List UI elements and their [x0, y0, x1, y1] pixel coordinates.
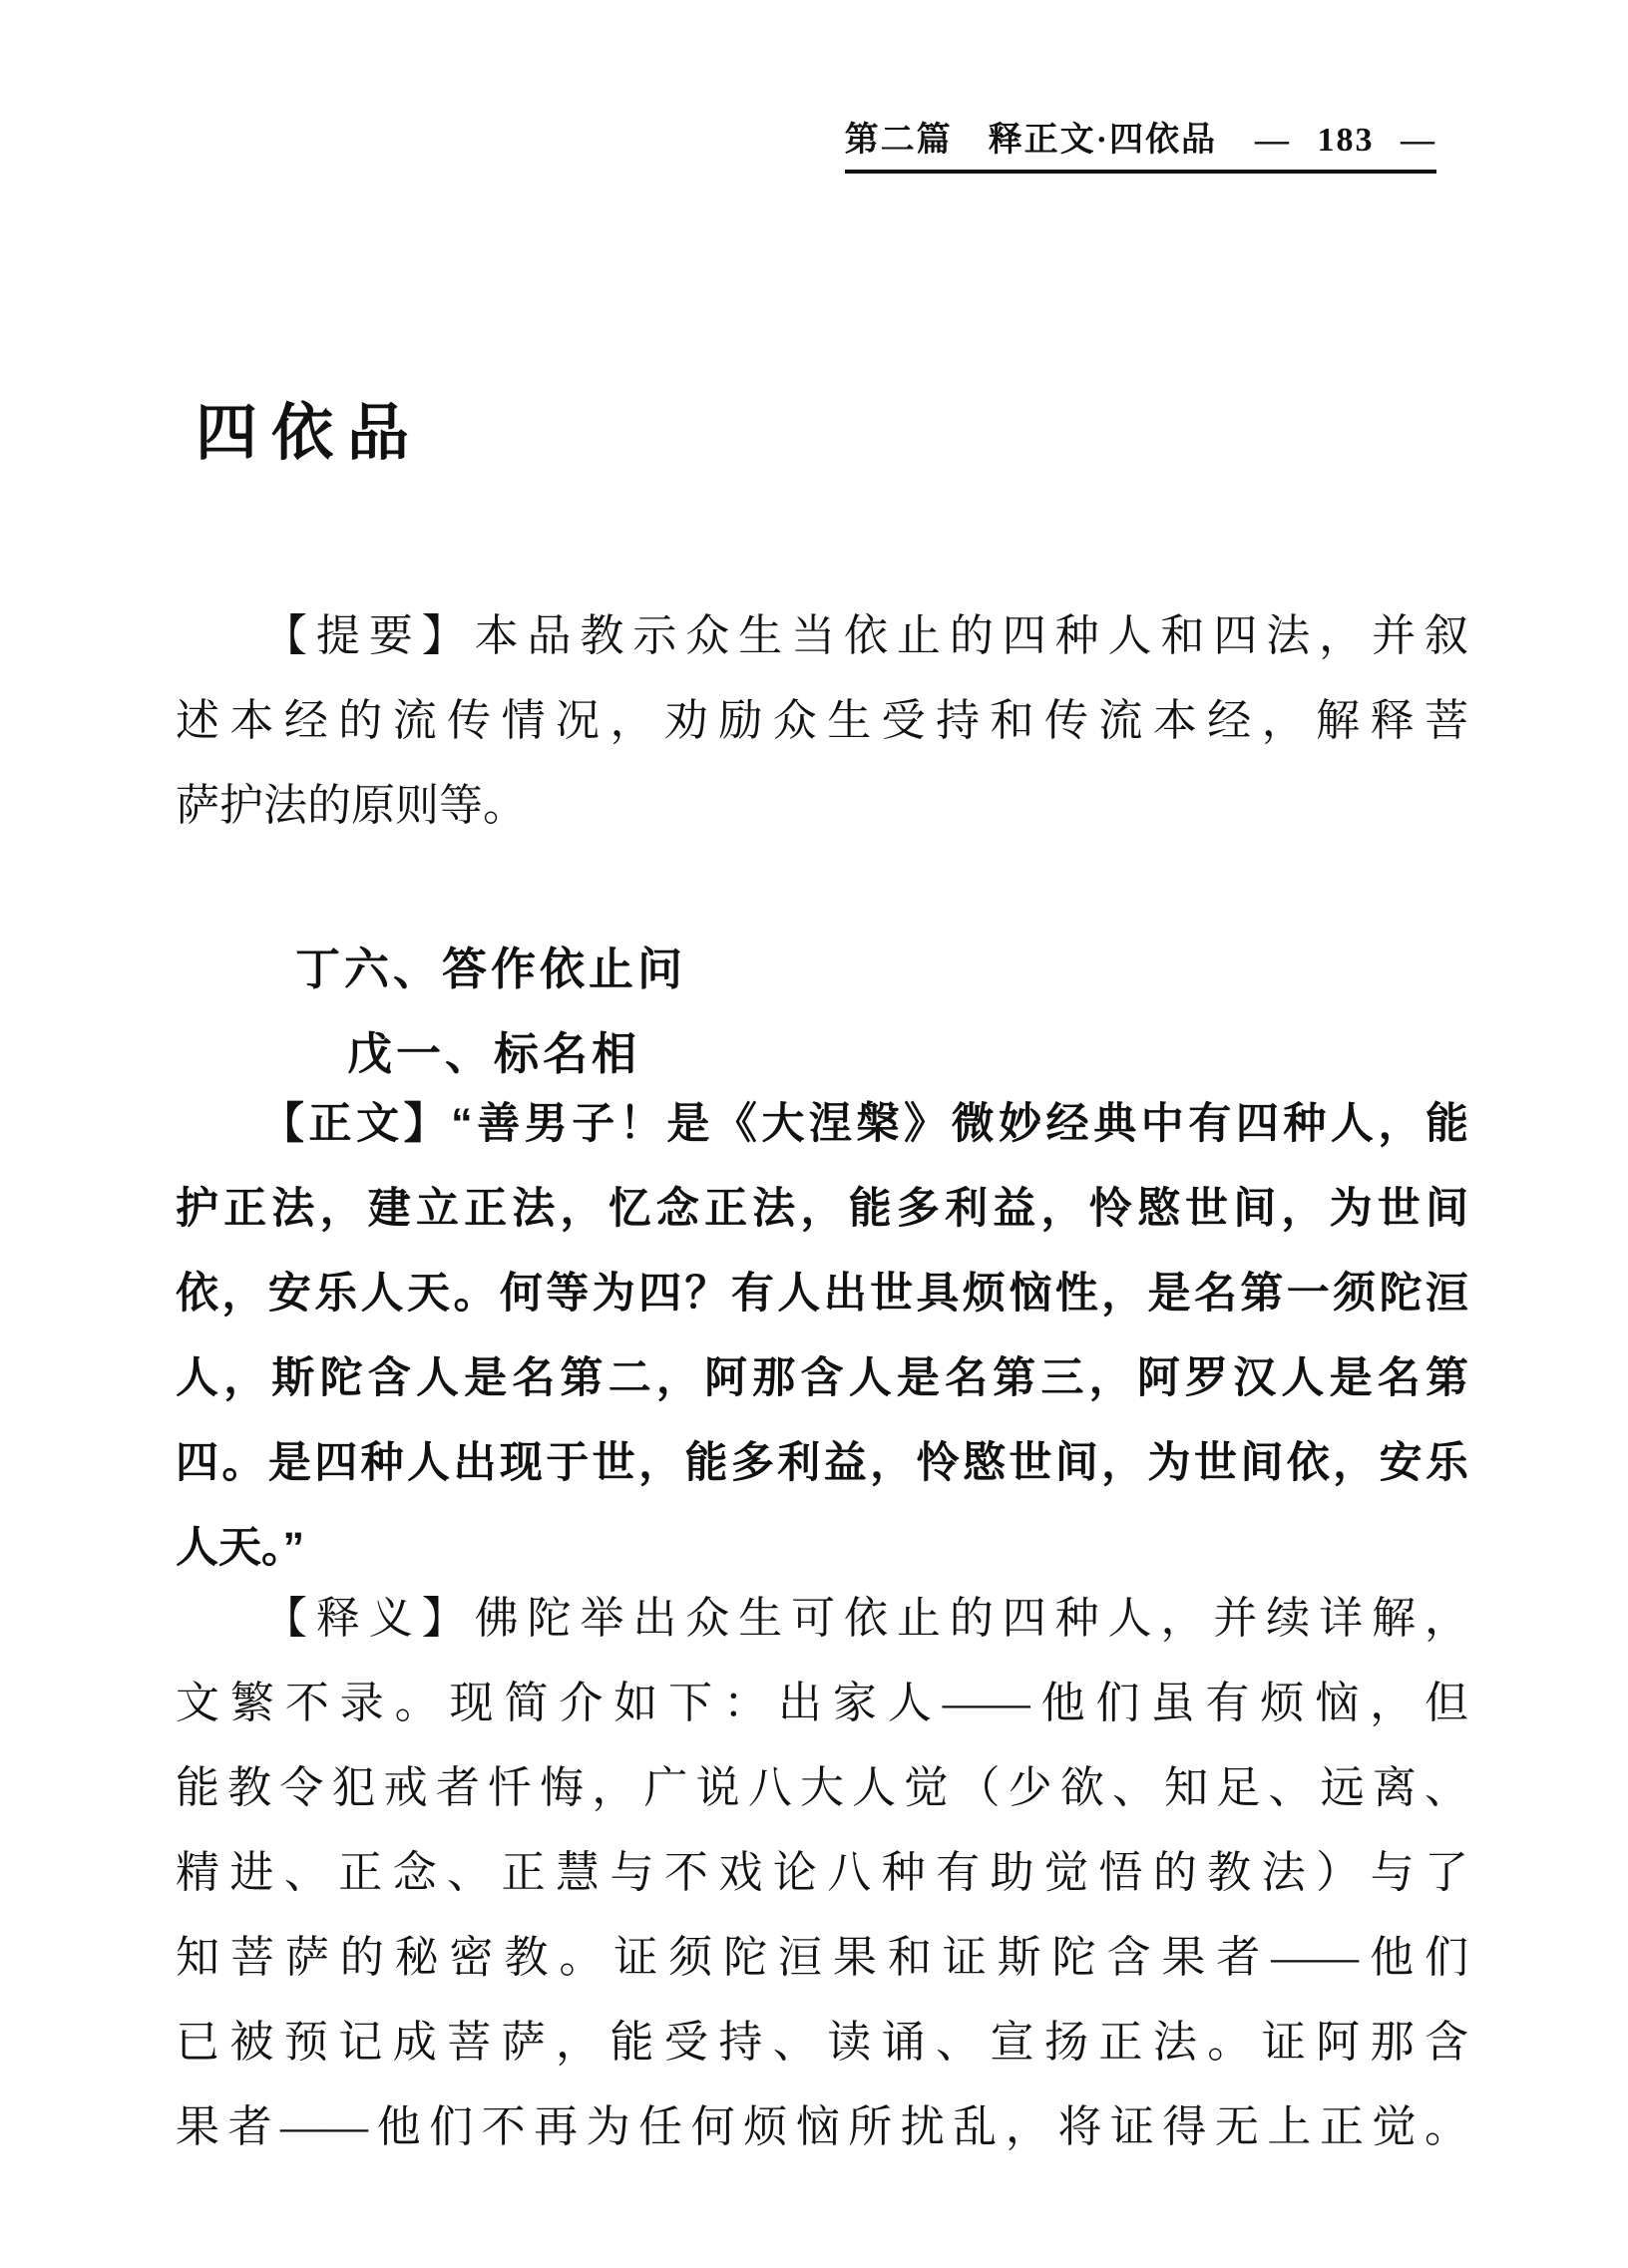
text-line: 述本经的流传情况，劝励众生受持和传流本经，解释菩 [176, 696, 1468, 745]
running-header [845, 112, 1436, 174]
outline-heading-level-1: 丁六、答作依止问 [295, 945, 687, 994]
text-line: 已被预记成菩萨，能受持、读诵、宣扬正法。证阿那含 [176, 2018, 1468, 2067]
text-line: 【释义】佛陀举出众生可依止的四种人，并续详解， [263, 1594, 1468, 1643]
chapter-title: 四依品 [196, 399, 424, 468]
text-line: 四。是四种人出现于世，能多利益，怜愍世间，为世间依，安乐 [176, 1439, 1468, 1487]
text-line: 人天。” [176, 1524, 304, 1572]
text-line: 【提要】本品教示众生当依止的四种人和四法，并叙 [263, 611, 1468, 660]
text-line: 萨护法的原则等。 [176, 781, 527, 830]
text-line: 依，安乐人天。何等为四？有人出世具烦恼性，是名第一须陀洹 [176, 1270, 1468, 1318]
text-line: 护正法，建立正法，忆念正法，能多利益，怜愍世间，为世间 [176, 1185, 1468, 1233]
text-line: 文繁不录。现简介如下：出家人——他们虽有烦恼，但 [176, 1679, 1468, 1727]
text-line: 【正文】“善男子！是《大涅槃》微妙经典中有四种人，能 [261, 1100, 1468, 1148]
text-line: 知菩萨的秘密教。证须陀洹果和证斯陀含果者——他们 [176, 1933, 1468, 1982]
page-number: — 183 — [1255, 122, 1436, 159]
outline-heading-level-2: 戊一、标名相 [347, 1029, 641, 1079]
summary-paragraph [176, 593, 1468, 848]
text-line: 精进、正念、正慧与不戏论八种有助觉悟的教法）与了 [176, 1848, 1468, 1897]
commentary-paragraph [176, 1576, 1468, 2169]
running-header-title: 第二篇 释正文·四依品 [844, 122, 1217, 159]
text-line: 能教令犯戒者忏悔，广说八大人觉（少欲、知足、远离、 [176, 1763, 1468, 1812]
text-line: 果者——他们不再为任何烦恼所扰乱，将证得无上正觉。 [176, 2102, 1468, 2151]
text-line: 人，斯陀含人是名第二，阿那含人是名第三，阿罗汉人是名第 [176, 1354, 1468, 1402]
scripture-paragraph [176, 1082, 1468, 1591]
